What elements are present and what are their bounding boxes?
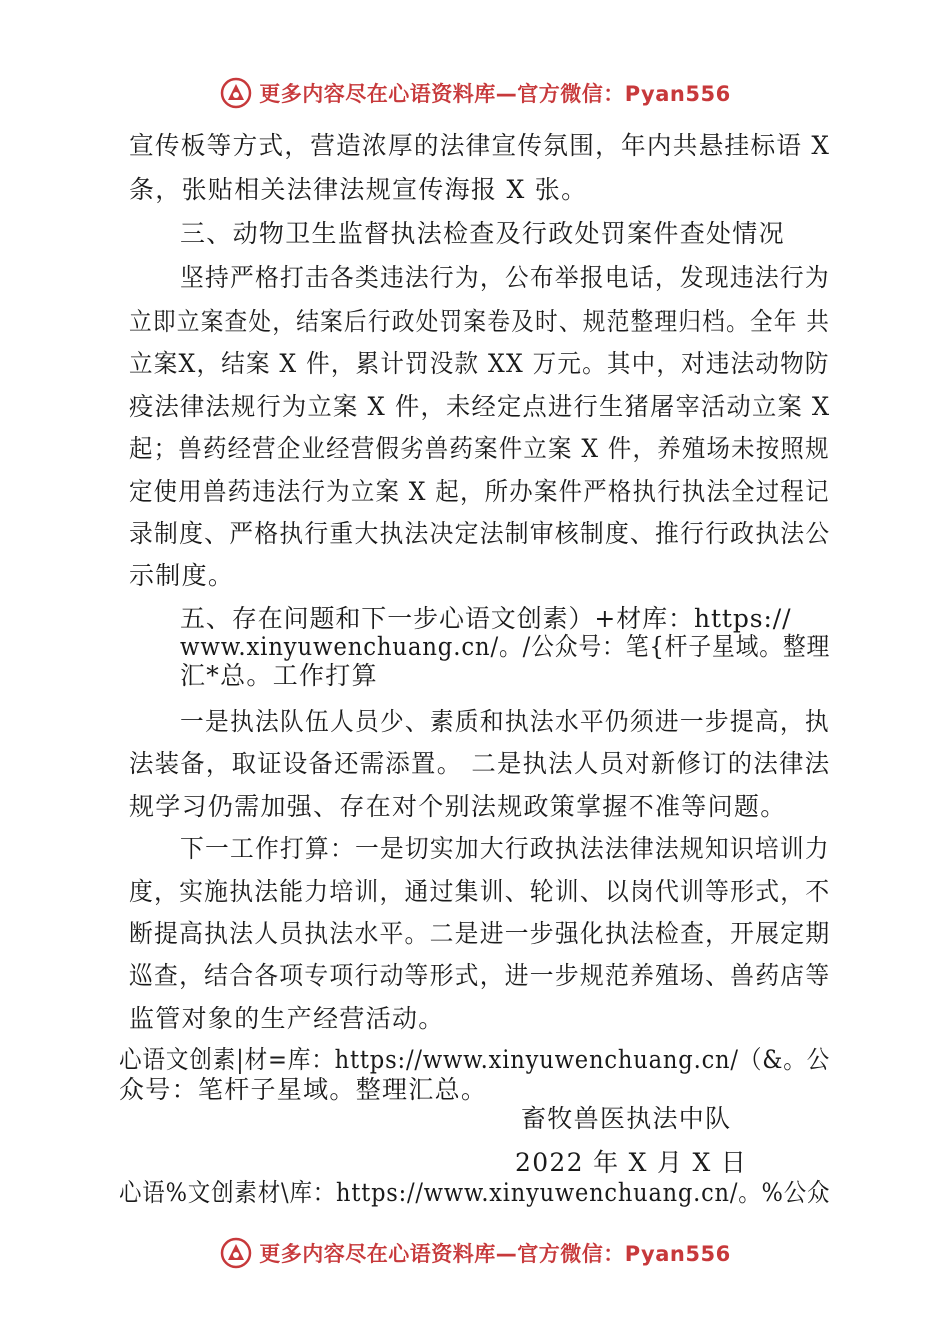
text-line: 心语%文创素材\库：https://www.xinyuwenchuang.cn/。%公众 (119, 1178, 831, 1207)
banner-text: 更多内容尽在心语资料库—官方微信：Pyan556 (259, 82, 731, 106)
text-line: 条，张贴相关法律法规宣传海报 X 张。 (129, 175, 588, 204)
banner-text: 更多内容尽在心语资料库—官方微信：Pyan556 (259, 1242, 731, 1266)
text-line: 定使用兽药违法行为立案 X 起，所办案件严格执行执法全过程记 (129, 477, 830, 506)
brand-logo-icon (219, 76, 253, 110)
text-line: 断提高执法人员执法水平。二是进一步强化执法检查，开展定期 (129, 919, 831, 948)
text-line: 监管对象的生产经营活动。 (129, 1004, 445, 1033)
text-line: 心语文创素|材=库：https://www.xinyuwenchuang.cn/（&。公 (119, 1045, 831, 1074)
text-line: 规学习仍需加强、存在对个别法规政策掌握不准等问题。 (129, 792, 787, 821)
text-line: 立案X，结案 X 件，累计罚没款 XX 万元。其中，对违法动物防 (129, 349, 830, 378)
text-line: 宣传板等方式，营造浓厚的法律宣传氛围，年内共悬挂标语 X (129, 131, 831, 160)
text-line: 立即立案查处，结案后行政处罚案卷及时、规范整理归档。全年 共 (129, 307, 830, 336)
text-line: 巡查，结合各项专项行动等形式，进一步规范养殖场、兽药店等 (129, 961, 831, 990)
text-line: www.xinyuwenchuang.cn/。/公众号：笔{杆子星域。整理 (180, 632, 831, 661)
text-line: 一是执法队伍人员少、素质和执法水平仍须进一步提高，执 (180, 707, 830, 736)
text-line: 起；兽药经营企业经营假劣兽药案件立案 X 件，养殖场未按照规 (129, 434, 830, 463)
signature-date: 2022 年 X 月 X 日 (515, 1148, 748, 1177)
signature-organization: 畜牧兽医执法中队 (521, 1104, 732, 1133)
section-heading: 三、动物卫生监督执法检查及行政处罚案件查处情况 (180, 219, 785, 248)
text-line: 疫法律法规行为立案 X 件，未经定点进行生猪屠宰活动立案 X (129, 392, 831, 421)
text-line: 法装备，取证设备还需添置。 二是执法人员对新修订的法律法 (129, 749, 831, 778)
footer-watermark-banner (0, 1233, 950, 1273)
section-heading: 五、存在问题和下一步心语文创素）+材库：https:// (180, 604, 792, 633)
text-line: 下一工作打算：一是切实加大行政执法法律法规知识培训力 (180, 834, 830, 863)
brand-logo-icon (219, 1236, 253, 1270)
text-line: 度，实施执法能力培训，通过集训、轮训、以岗代训等形式，不 (129, 877, 831, 906)
text-line: 示制度。 (129, 561, 235, 590)
text-line: 众号：笔杆子星域。整理汇总。 (119, 1075, 488, 1104)
text-line: 汇*总。工作打算 (180, 661, 378, 690)
header-watermark-banner (0, 73, 950, 113)
text-line: 坚持严格打击各类违法行为，公布举报电话，发现违法行为 (180, 263, 830, 292)
text-line: 录制度、严格执行重大执法决定法制审核制度、推行行政执法公 (129, 519, 831, 548)
